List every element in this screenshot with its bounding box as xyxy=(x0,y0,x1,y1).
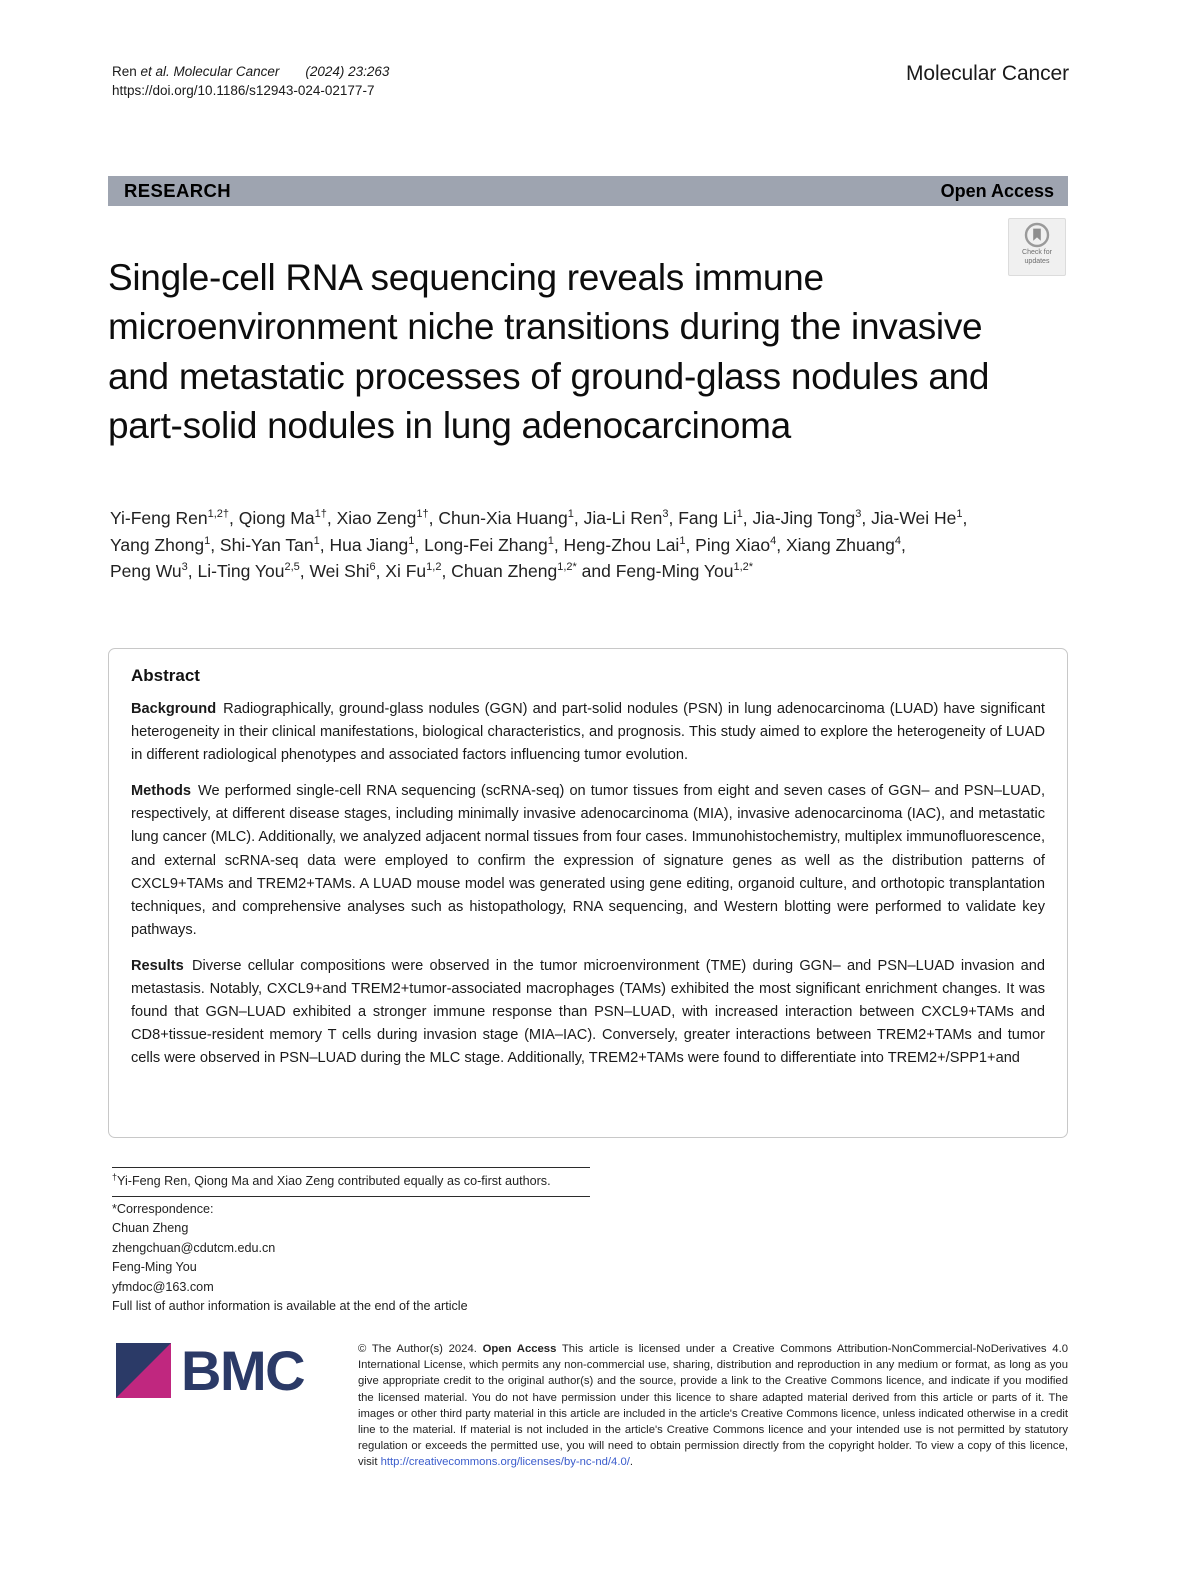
open-access-label: Open Access xyxy=(940,180,1054,201)
correspondence-label: *Correspondence: xyxy=(112,1202,214,1216)
abstract-label-methods: Methods xyxy=(131,783,191,800)
full-author-info-note: Full list of author information is available at the end of the article xyxy=(112,1299,468,1314)
copyright-body: This article is licensed under a Creative Commons Attribution-NonCommercial-NoDerivatives 4.0 International License, which permits any non-commercial use, sharing, distribution and reproduction in any medium or format, as long as you give appropriate credit to the original author(s) and the source, provide a link to the Creative Commons licence, and indicate if you modified the licensed material. You do not have permission under this licence to share adapted material derived from this article or parts of it. The images or other third party material in this article are included in the article's Creative Commons licence, unless indicated otherwise in a credit line to the material. If material is not included in the article's Creative Commons licence and your intended use is not permitted by statutory regulation or exceeds the permitted use, you will need to obtain permission directly from the copyright holder. To view a copy of this licence, visit xyxy=(358,1343,1069,1469)
research-open-access-banner xyxy=(108,176,1068,206)
doi-link[interactable]: https://doi.org/10.1186/s12943-024-02177-7 xyxy=(112,83,375,98)
running-head-citation xyxy=(112,62,812,81)
copyright-licence-text xyxy=(358,1341,1068,1471)
abstract-text-results: Diverse cellular compositions were observed in the tumor microenvironment (TME) during GGN– and PSN–LUAD invasion and metastasis. Notably, CXCL9+and TREM2+tumor-associated macrophages (TAMs) exhibited the most significant enrichment changes. It was found that GGN–LUAD exhibited a stronger immune response than PSN–LUAD, with increased interaction between CXCL9+TAMs and CD8+tissue-resident memory T cells during invasion stage (MIA–IAC). Conversely, greater interactions between TREM2+TAMs and tumor cells were observed in PSN–LUAD during the MLC stage. Additionally, TREM2+TAMs were found to differentiate into TREM2+/SPP1+and xyxy=(131,957,1046,1067)
abstract-label-background: Background xyxy=(131,701,217,717)
licence-link[interactable]: http://creativecommons.org/licenses/by-nc-nd/4.0/ xyxy=(380,1456,630,1469)
dagger-marker: † xyxy=(112,1171,118,1182)
crossmark-line-1: Check for xyxy=(1022,249,1052,256)
copyright-suffix: . xyxy=(629,1456,634,1469)
abstract-section-results xyxy=(131,955,1045,1070)
abstract-text-background: Radiographically, ground-glass nodules (GGN) and part-solid nodules (PSN) in lung adenocarcinoma (LUAD) have significant heterogeneity in their clinical manifestations, biological characteristics, and prognosis. This study aimed to explore the heterogeneity of LUAD in different radiological phenotypes and associated factors influencing tumor evolution. xyxy=(131,701,1045,764)
abstract-text-methods: We performed single-cell RNA sequencing (scRNA-seq) on tumor tissues from eight and seven cases of GGN– and PSN–LUAD, respectively, at different disease stages, including minimally invasive adenocarcinoma (MIA), invasive adenocarcinoma (IAC), and metastatic lung cancer (MLC). Additionally, we analyzed adjacent normal tissues from four cases. Immunohistochemistry, multiplex immunofluorescence, and external scRNA-seq data were employed to confirm the expression of signature genes as well as the distribution patterns of CXCL9+TAMs and TREM2+TAMs. A LUAD mouse model was generated using gene editing, organoid culture, and orthotopic transplantation techniques, and comprehensive analyses such as histopathology, RNA sequencing, and Western blotting were performed to validate key pathways. xyxy=(131,783,1045,938)
footnote-divider-bottom xyxy=(112,1196,590,1197)
article-title: Single-cell RNA sequencing reveals immune microenvironment niche transitions during the invasive and metastatic processes of ground-glass nodules and part-solid nodules in lung adenocarcinoma xyxy=(108,256,990,447)
corresponding-author-2-email[interactable]: yfmdoc@163.com xyxy=(112,1279,214,1294)
copyright-open-access-label: Open Access xyxy=(482,1343,557,1355)
article-type-label: RESEARCH xyxy=(124,180,232,201)
running-head-volume: (2024) 23:263 xyxy=(305,64,390,79)
abstract-box xyxy=(108,648,1068,1138)
author-line-2: Yang Zhong$^1$, Shi-Yan Tan$^1$, Hua Jiang$^1$, Long-Fei Zhang$^1$, Heng-Zhou Lai$^1$, Ping Xiao$^4$, Xiang Zhuang$^4$, xyxy=(110,534,906,555)
correspondence-block xyxy=(112,1200,632,1316)
abstract-label-results: Results xyxy=(131,957,184,974)
footnote-divider-top xyxy=(112,1167,590,1168)
corresponding-author-2-name: Feng-Ming You xyxy=(112,1260,197,1275)
bmc-wordmark: BMC xyxy=(181,1339,305,1402)
bmc-logo xyxy=(116,1339,305,1402)
abstract-section-methods xyxy=(131,780,1045,942)
abstract-section-background xyxy=(131,698,1045,767)
crossmark-line-2: updates xyxy=(1024,258,1050,266)
crossmark-bookmark-icon xyxy=(1024,222,1050,248)
running-head-journal-italic: et al. Molecular Cancer xyxy=(140,64,280,79)
author-list xyxy=(110,505,1055,585)
corresponding-author-1-name: Chuan Zheng xyxy=(112,1221,189,1236)
bmc-logo-mark-icon xyxy=(116,1343,171,1398)
author-line-1: Yi-Feng Ren$^{1,2\dagger}$, Qiong $Ma^{1\dagger}$, Xiao Zeng$^{1\dagger}$, Chun-Xia Huang$^1$, Jia-Li Ren$^3$, Fang Li$^1$, Jia-Jing Tong$^3$, Jia-Wei He$^1$, xyxy=(110,508,968,528)
abstract-heading: Abstract xyxy=(131,666,200,685)
running-head xyxy=(112,62,812,100)
check-for-updates-badge[interactable] xyxy=(1008,218,1066,276)
running-head-author: Ren xyxy=(112,64,141,79)
equal-contribution-text: Yi-Feng Ren, Qiong Ma and Xiao Zeng contributed equally as co-first authors. xyxy=(117,1174,551,1188)
equal-contribution-note xyxy=(112,1172,632,1191)
copyright-prefix: © The Author(s) 2024. xyxy=(358,1343,483,1355)
corresponding-author-1-email[interactable]: zhengchuan@cdutcm.edu.cn xyxy=(112,1240,276,1255)
journal-title: Molecular Cancer xyxy=(906,62,1069,85)
author-line-3: Peng Wu$^3$, Li-Ting You$^{2,5}$, Wei Shi$^6$, Xi Fu$^{1,2}$, Chuan Zheng$^{1,2*}$ and Feng-Ming You$^{1,2*}$ xyxy=(110,561,754,582)
